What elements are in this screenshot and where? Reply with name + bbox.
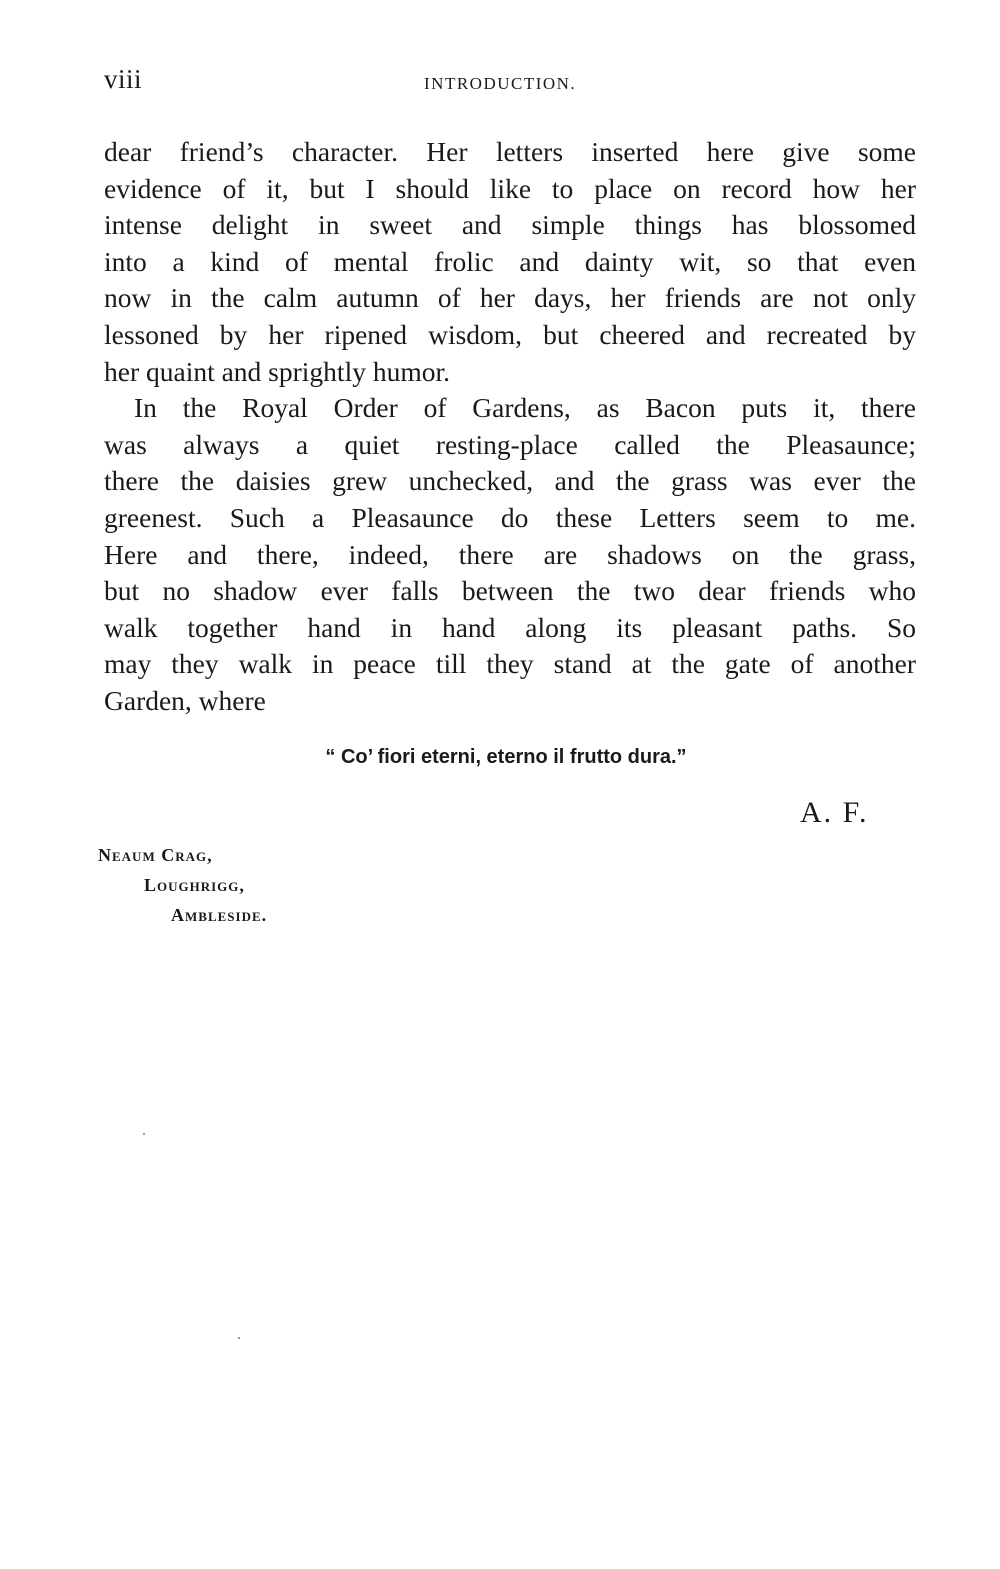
text-line: but no shadow ever falls between the two dear friends who bbox=[104, 575, 916, 607]
text-line: may they walk in peace till they stand at the gate of another bbox=[104, 648, 916, 680]
address-line: Ambleside. bbox=[171, 905, 268, 925]
running-title: INTRODUCTION. bbox=[424, 74, 577, 93]
text-line: her quaint and sprightly humor. bbox=[104, 355, 450, 387]
body-text bbox=[104, 134, 916, 720]
text-line: lessoned by her ripened wisdom, but cheered and recreated by bbox=[104, 318, 916, 350]
text-line: walk together hand in hand along its pleasant paths. So bbox=[104, 611, 916, 643]
text-line: into a kind of mental frolic and dainty wit, so that even bbox=[104, 245, 916, 277]
paragraph-2 bbox=[104, 390, 916, 719]
text-line: Garden, where bbox=[104, 684, 266, 716]
text-line: there the daisies grew unchecked, and the grass was ever the bbox=[104, 465, 916, 497]
running-head bbox=[104, 64, 916, 104]
text-line: In the Royal Order of Gardens, as Bacon puts it, there bbox=[134, 392, 916, 424]
paragraph-1 bbox=[104, 134, 916, 390]
text-line: intense delight in sweet and simple things has blossomed bbox=[104, 209, 916, 241]
address-block bbox=[98, 840, 267, 930]
italian-quote: “ Co’ fiori eterni, eterno il frutto dura.” bbox=[325, 746, 687, 768]
address-line: Loughrigg, bbox=[144, 875, 245, 895]
text-line: now in the calm autumn of her days, her friends are not only bbox=[104, 282, 916, 314]
text-line: greenest. Such a Pleasaunce do these Letters seem to me. bbox=[104, 501, 916, 533]
print-speck bbox=[238, 1337, 240, 1339]
text-line: dear friend’s character. Her letters inserted here give some bbox=[104, 136, 916, 167]
text-line: was always a quiet resting-place called the Pleasaunce; bbox=[104, 428, 916, 460]
text-line: Here and there, indeed, there are shadows on the grass, bbox=[104, 538, 916, 570]
address-line: Neaum Crag, bbox=[98, 845, 213, 865]
author-initials: A. F. bbox=[800, 796, 869, 829]
page-number: viii bbox=[104, 64, 143, 94]
text-line: evidence of it, but I should like to place on record how her bbox=[104, 172, 916, 204]
print-speck bbox=[143, 1133, 145, 1135]
